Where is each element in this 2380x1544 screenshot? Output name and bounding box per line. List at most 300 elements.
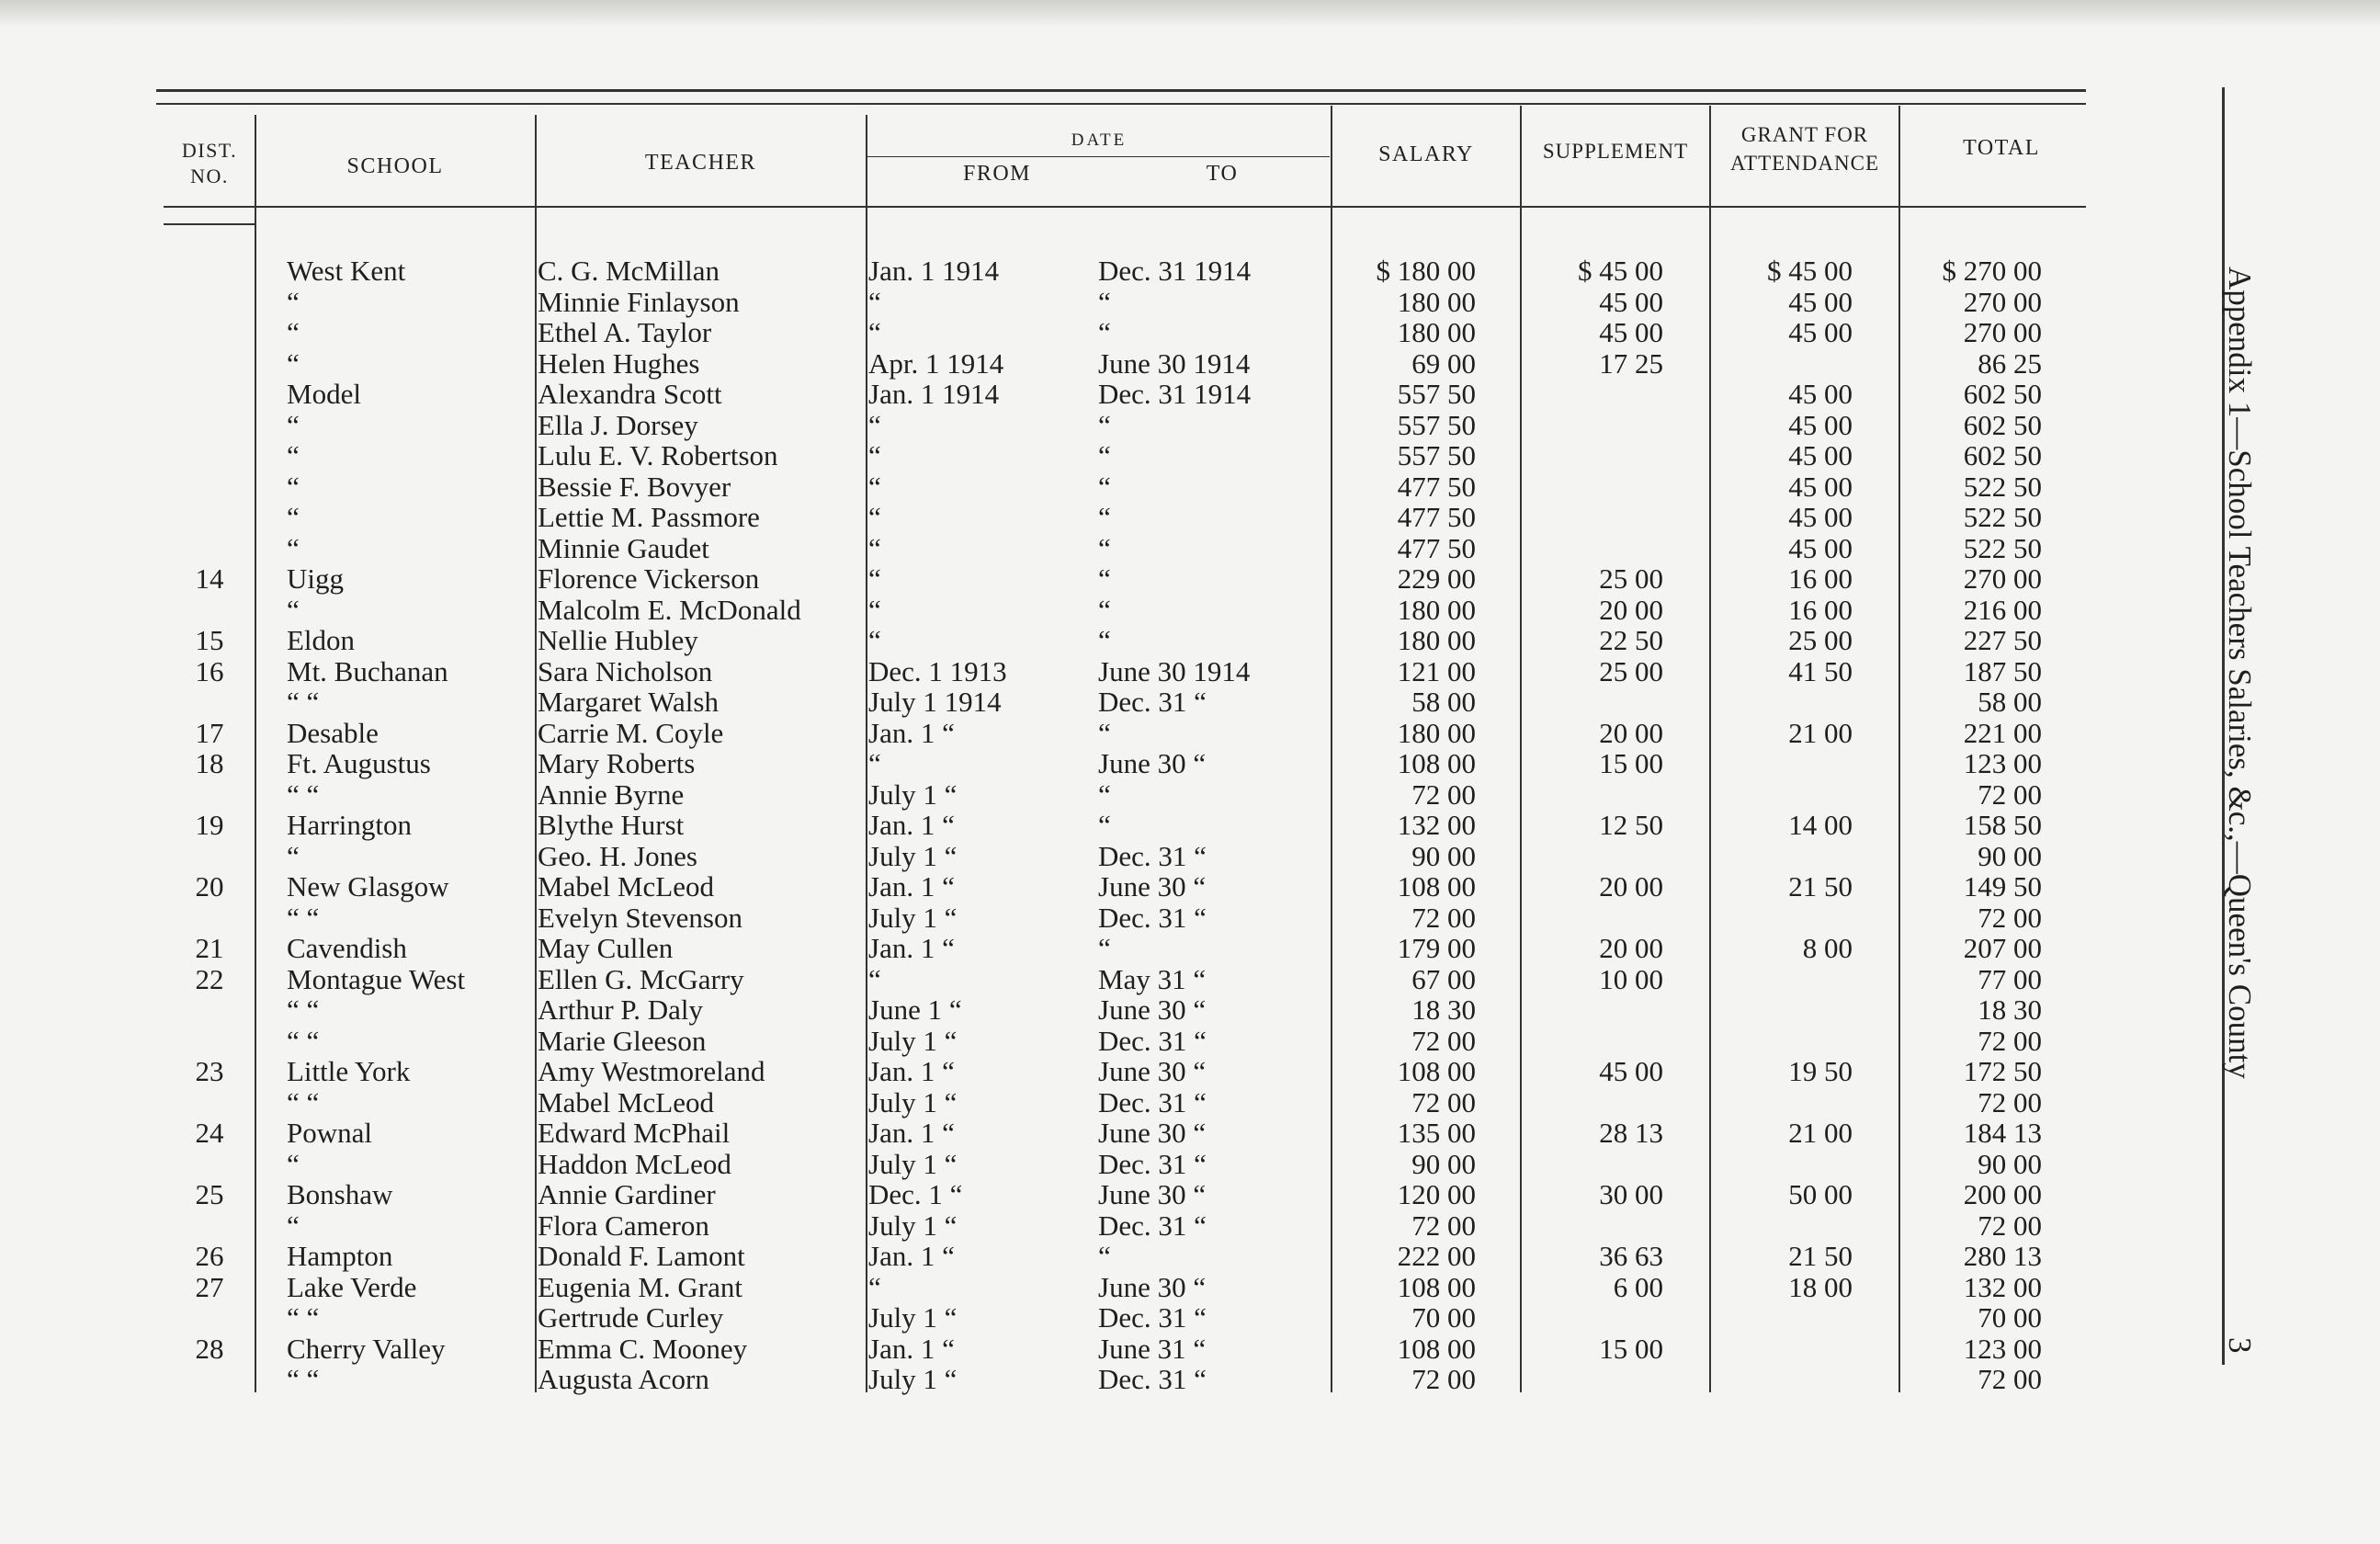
table-row: [0, 410, 2224, 441]
cell-school: “ “: [287, 1363, 320, 1395]
cell-dist: 21: [195, 932, 224, 964]
cell-teacher: Ella J. Dorsey: [538, 408, 698, 441]
cell-grant: 18 00: [1788, 1270, 1853, 1303]
cell-school: “ “: [287, 778, 320, 811]
header-grant-line2: ATTENDANCE: [1729, 152, 1880, 175]
cell-salary: 58 00: [1411, 686, 1476, 718]
cell-total: 72 00: [1978, 1209, 2042, 1242]
table-row: [0, 1302, 2224, 1334]
cell-grant: [1711, 687, 1853, 718]
cell-from: “: [868, 316, 881, 348]
cell-salary: 477 50: [1397, 501, 1476, 533]
cell-total: 227 50: [1963, 624, 2042, 656]
cell-to: “: [1098, 624, 1111, 656]
cell-dist: [164, 1149, 255, 1180]
cell-school: West Kent: [287, 255, 406, 287]
cell-total: 72 00: [1978, 1363, 2042, 1395]
cell-teacher: Lettie M. Passmore: [538, 501, 760, 533]
cell-salary: 135 00: [1397, 1117, 1476, 1149]
table-row: [0, 810, 2224, 841]
cell-grant: $ 45 00: [1767, 255, 1853, 287]
cell-dist: [164, 440, 255, 471]
cell-school: “: [287, 593, 300, 626]
page-top-shadow: [0, 0, 2380, 28]
cell-supplement: 10 00: [1599, 962, 1663, 995]
cell-to: “: [1098, 1240, 1111, 1272]
cell-salary: 121 00: [1397, 654, 1476, 687]
cell-school: “: [287, 531, 300, 564]
table-row: [0, 1149, 2224, 1180]
cell-from: “: [868, 408, 881, 441]
cell-teacher: Malcolm E. McDonald: [538, 593, 801, 626]
cell-school: “: [287, 470, 300, 503]
cell-grant: [1711, 903, 1853, 934]
cell-to: “: [1098, 408, 1111, 441]
cell-supplement: 28 13: [1599, 1117, 1663, 1149]
cell-teacher: Edward McPhail: [538, 1117, 731, 1149]
header-bottom-rule: [164, 206, 2086, 208]
table-row: [0, 563, 2224, 595]
cell-salary: 72 00: [1411, 1363, 1476, 1395]
cell-salary: 180 00: [1397, 716, 1476, 749]
cell-from: “: [868, 747, 881, 779]
cell-to: June 30 “: [1098, 1117, 1207, 1149]
cell-dist: [164, 841, 255, 872]
cell-from: “: [868, 562, 881, 595]
cell-dist: 20: [195, 870, 224, 903]
cell-from: “: [868, 1270, 881, 1303]
cell-to: June 30 “: [1098, 993, 1207, 1026]
cell-school: Pownal: [287, 1117, 372, 1149]
cell-salary: 72 00: [1411, 1024, 1476, 1057]
table-row: [0, 748, 2224, 779]
cell-teacher: May Cullen: [538, 932, 674, 964]
cell-total: 602 50: [1963, 439, 2042, 471]
cell-to: “: [1098, 501, 1111, 533]
header-to: TO: [1206, 162, 1239, 186]
table-row: [0, 903, 2224, 934]
cell-dist: [164, 687, 255, 718]
header-supplement: SUPPLEMENT: [1542, 140, 1689, 163]
cell-supplement: [1522, 994, 1663, 1026]
cell-grant: [1711, 1364, 1853, 1395]
cell-salary: 67 00: [1411, 962, 1476, 995]
cell-school: Cavendish: [287, 932, 407, 964]
cell-grant: 19 50: [1788, 1055, 1853, 1087]
cell-total: 207 00: [1963, 932, 2042, 964]
cell-to: “: [1098, 932, 1111, 964]
cell-dist: [164, 1087, 255, 1118]
cell-teacher: Margaret Walsh: [538, 686, 719, 718]
cell-to: “: [1098, 470, 1111, 503]
cell-to: “: [1098, 593, 1111, 626]
cell-teacher: Mabel McLeod: [538, 1085, 714, 1118]
cell-total: 72 00: [1978, 1085, 2042, 1118]
cell-supplement: [1522, 779, 1663, 811]
table-row: [0, 625, 2224, 656]
cell-from: July 1 “: [868, 839, 958, 872]
cell-school: Lake Verde: [287, 1270, 417, 1303]
cell-dist: 22: [195, 962, 224, 995]
cell-school: Cherry Valley: [287, 1332, 446, 1365]
cell-dist: [164, 1210, 255, 1242]
cell-total: $ 270 00: [1942, 255, 2042, 287]
header-total: TOTAL: [1963, 136, 2040, 160]
cell-salary: 108 00: [1397, 1270, 1476, 1303]
cell-from: “: [868, 593, 881, 626]
cell-total: 90 00: [1978, 839, 2042, 872]
cell-total: 187 50: [1963, 654, 2042, 687]
cell-dist: [164, 903, 255, 934]
cell-from: July 1 “: [868, 1147, 958, 1180]
table-row: [0, 533, 2224, 564]
cell-grant: 21 50: [1788, 1240, 1853, 1272]
cell-school: “ “: [287, 686, 320, 718]
cell-total: 184 13: [1963, 1117, 2042, 1149]
cell-school: Harrington: [287, 809, 413, 841]
table-row: [0, 471, 2224, 503]
cell-from: Jan. 1 “: [868, 1332, 955, 1365]
cell-to: Dec. 31 “: [1098, 901, 1207, 934]
cell-dist: 25: [195, 1178, 224, 1210]
cell-supplement: [1522, 1149, 1663, 1180]
table-row: [0, 1179, 2224, 1210]
header-date: DATE: [1071, 131, 1128, 150]
cell-school: “ “: [287, 1301, 320, 1334]
cell-from: Jan. 1 “: [868, 1117, 955, 1149]
cell-teacher: Marie Gleeson: [538, 1024, 707, 1057]
cell-from: “: [868, 501, 881, 533]
cell-from: June 1 “: [868, 993, 962, 1026]
cell-salary: 180 00: [1397, 316, 1476, 348]
cell-teacher: Amy Westmoreland: [538, 1055, 765, 1087]
cell-grant: 45 00: [1788, 470, 1853, 503]
cell-from: Apr. 1 1914: [868, 346, 1004, 380]
side-title: Appendix 1—School Teachers Salaries, &c.,—Queen's County: [2222, 267, 2258, 1079]
cell-grant: 8 00: [1802, 932, 1853, 964]
cell-from: “: [868, 531, 881, 564]
cell-teacher: Evelyn Stevenson: [538, 901, 742, 934]
cell-teacher: Sara Nicholson: [538, 654, 713, 687]
cell-school: “ “: [287, 901, 320, 934]
cell-grant: 21 50: [1788, 870, 1853, 903]
cell-dist: 23: [195, 1055, 224, 1087]
cell-salary: 120 00: [1397, 1178, 1476, 1210]
cell-to: June 30 “: [1098, 747, 1207, 779]
cell-dist: 14: [195, 562, 224, 595]
cell-total: 522 50: [1963, 531, 2042, 564]
cell-supplement: [1522, 533, 1663, 564]
cell-teacher: Annie Byrne: [538, 778, 685, 811]
cell-school: Mt. Buchanan: [287, 654, 448, 687]
cell-dist: 17: [195, 716, 224, 749]
cell-teacher: Gertrude Curley: [538, 1301, 724, 1334]
cell-school: “: [287, 316, 300, 348]
cell-grant: 50 00: [1788, 1178, 1853, 1210]
cell-salary: 108 00: [1397, 1055, 1476, 1087]
cell-dist: [164, 1302, 255, 1334]
cell-from: Jan. 1 “: [868, 932, 955, 964]
cell-supplement: [1522, 1302, 1663, 1334]
cell-from: “: [868, 962, 881, 995]
cell-salary: 90 00: [1411, 839, 1476, 872]
cell-to: Dec. 31 “: [1098, 839, 1207, 872]
cell-school: Little York: [287, 1055, 411, 1087]
table-row: [0, 1087, 2224, 1118]
cell-total: 90 00: [1978, 1147, 2042, 1180]
cell-from: Jan. 1 “: [868, 1240, 955, 1272]
cell-teacher: Mary Roberts: [538, 747, 696, 779]
cell-to: June 30 “: [1098, 1178, 1207, 1210]
cell-supplement: [1522, 1026, 1663, 1057]
cell-school: “: [287, 408, 300, 441]
table-row: [0, 502, 2224, 533]
cell-teacher: Flora Cameron: [538, 1209, 709, 1242]
cell-teacher: Lulu E. V. Robertson: [538, 439, 778, 471]
cell-total: 270 00: [1963, 562, 2042, 595]
cell-grant: 25 00: [1788, 624, 1853, 656]
cell-total: 123 00: [1963, 1332, 2042, 1365]
cell-salary: 557 50: [1397, 378, 1476, 410]
cell-total: 70 00: [1978, 1301, 2042, 1334]
table-row: [0, 1364, 2224, 1395]
cell-dist: 27: [195, 1270, 224, 1303]
cell-supplement: [1522, 687, 1663, 718]
cell-supplement: 45 00: [1599, 1055, 1663, 1087]
cell-dist: [164, 994, 255, 1026]
cell-from: July 1 “: [868, 1085, 958, 1118]
cell-dist: 16: [195, 654, 224, 687]
cell-salary: 72 00: [1411, 778, 1476, 811]
cell-total: 200 00: [1963, 1178, 2042, 1210]
cell-supplement: 20 00: [1599, 716, 1663, 749]
cell-school: Uigg: [287, 562, 344, 595]
cell-total: 270 00: [1963, 285, 2042, 318]
cell-dist: [164, 533, 255, 564]
cell-supplement: 20 00: [1599, 870, 1663, 903]
cell-dist: 24: [195, 1117, 224, 1149]
cell-total: 72 00: [1978, 1024, 2042, 1057]
cell-supplement: [1522, 841, 1663, 872]
cell-from: “: [868, 470, 881, 503]
cell-total: 602 50: [1963, 408, 2042, 441]
cell-teacher: Carrie M. Coyle: [538, 716, 724, 749]
cell-grant: [1711, 841, 1853, 872]
cell-salary: 108 00: [1397, 1332, 1476, 1365]
cell-school: Eldon: [287, 624, 356, 656]
cell-to: June 31 “: [1098, 1332, 1207, 1365]
cell-to: “: [1098, 439, 1111, 471]
cell-school: Ft. Augustus: [287, 747, 431, 779]
cell-from: “: [868, 624, 881, 656]
cell-salary: 477 50: [1397, 470, 1476, 503]
cell-teacher: Minnie Gaudet: [538, 531, 709, 564]
cell-teacher: Emma C. Mooney: [538, 1332, 748, 1365]
cell-dist: [164, 779, 255, 811]
cell-from: Dec. 1 1913: [868, 654, 1007, 687]
cell-to: May 31 “: [1098, 962, 1207, 995]
cell-to: Dec. 31 1914: [1098, 378, 1252, 410]
cell-from: July 1 1914: [868, 686, 1002, 718]
cell-teacher: Bessie F. Bovyer: [538, 470, 731, 503]
cell-grant: [1711, 964, 1853, 995]
cell-salary: 180 00: [1397, 285, 1476, 318]
cell-dist: [164, 255, 255, 287]
cell-from: “: [868, 439, 881, 471]
cell-teacher: Arthur P. Daly: [538, 993, 703, 1026]
cell-school: Model: [287, 378, 361, 410]
date-divider-rule: [866, 156, 1330, 157]
table-row: [0, 841, 2224, 872]
cell-dist: [164, 379, 255, 410]
cell-to: “: [1098, 778, 1111, 811]
cell-total: 216 00: [1963, 593, 2042, 626]
cell-dist: 19: [195, 809, 224, 841]
cell-supplement: 6 00: [1613, 1270, 1663, 1303]
cell-supplement: 15 00: [1599, 747, 1663, 779]
cell-grant: 45 00: [1788, 408, 1853, 441]
cell-from: Jan. 1 1914: [868, 378, 1000, 410]
cell-school: “: [287, 501, 300, 533]
cell-total: 221 00: [1963, 716, 2042, 749]
header-bottom-rule-2: [164, 223, 255, 225]
cell-total: 18 30: [1978, 993, 2042, 1026]
cell-grant: 45 00: [1788, 285, 1853, 318]
table-row: [0, 1026, 2224, 1057]
cell-dist: [164, 595, 255, 626]
cell-to: Dec. 31 “: [1098, 1085, 1207, 1118]
cell-teacher: Annie Gardiner: [538, 1178, 716, 1210]
header-from: FROM: [962, 162, 1032, 186]
table-row: [0, 379, 2224, 410]
cell-school: “: [287, 346, 300, 380]
cell-school: “ “: [287, 1085, 320, 1118]
cell-grant: [1711, 1026, 1853, 1057]
table-row: [0, 255, 2224, 287]
cell-dist: [164, 348, 255, 380]
cell-grant: [1711, 1334, 1853, 1365]
cell-salary: 132 00: [1397, 809, 1476, 841]
cell-total: 602 50: [1963, 378, 2042, 410]
cell-supplement: 20 00: [1599, 593, 1663, 626]
cell-school: “: [287, 1209, 300, 1242]
cell-to: Dec. 31 “: [1098, 1209, 1207, 1242]
header-teacher: TEACHER: [644, 151, 757, 175]
cell-teacher: Alexandra Scott: [538, 378, 722, 410]
cell-grant: 41 50: [1788, 654, 1853, 687]
header-grant-line1: GRANT FOR: [1740, 123, 1869, 146]
cell-dist: [164, 1364, 255, 1395]
cell-grant: 21 00: [1788, 716, 1853, 749]
header-dist-no: DIST. NO.: [181, 139, 238, 187]
cell-school: Desable: [287, 716, 379, 749]
cell-school: “: [287, 439, 300, 471]
cell-dist: [164, 471, 255, 503]
table-row: [0, 1118, 2224, 1149]
cell-supplement: 12 50: [1599, 809, 1663, 841]
cell-to: Dec. 31 “: [1098, 1147, 1207, 1180]
cell-salary: 229 00: [1397, 562, 1476, 595]
cell-to: June 30 1914: [1098, 654, 1251, 687]
cell-school: “: [287, 285, 300, 318]
cell-total: 86 25: [1978, 346, 2042, 380]
cell-from: July 1 “: [868, 1301, 958, 1334]
cell-grant: 45 00: [1788, 378, 1853, 410]
cell-to: “: [1098, 285, 1111, 318]
cell-dist: [164, 317, 255, 348]
cell-supplement: [1522, 1210, 1663, 1242]
cell-salary: 18 30: [1411, 993, 1476, 1026]
cell-from: Jan. 1 “: [868, 716, 955, 749]
table-row: [0, 994, 2224, 1026]
cell-to: Dec. 31 “: [1098, 1301, 1207, 1334]
cell-supplement: [1522, 903, 1663, 934]
cell-salary: 180 00: [1397, 593, 1476, 626]
cell-from: July 1 “: [868, 1209, 958, 1242]
cell-total: 158 50: [1963, 809, 2042, 841]
cell-supplement: [1522, 471, 1663, 503]
cell-from: July 1 “: [868, 1363, 958, 1395]
cell-to: Dec. 31 “: [1098, 1024, 1207, 1057]
cell-supplement: 20 00: [1599, 932, 1663, 964]
cell-total: 77 00: [1978, 962, 2042, 995]
table-row: [0, 348, 2224, 380]
cell-salary: 180 00: [1397, 624, 1476, 656]
cell-grant: [1711, 1149, 1853, 1180]
cell-supplement: 45 00: [1599, 316, 1663, 348]
cell-salary: $ 180 00: [1376, 255, 1476, 287]
table-row: [0, 779, 2224, 811]
cell-from: Jan. 1 “: [868, 809, 955, 841]
table-row: [0, 1210, 2224, 1242]
header-second-rule: [156, 103, 2086, 105]
cell-dist: [164, 287, 255, 318]
table-row: [0, 317, 2224, 348]
cell-supplement: 25 00: [1599, 654, 1663, 687]
cell-dist: 15: [195, 624, 224, 656]
cell-teacher: C. G. McMillan: [538, 255, 720, 287]
cell-teacher: Ellen G. McGarry: [538, 962, 744, 995]
cell-to: Dec. 31 “: [1098, 686, 1207, 718]
cell-teacher: Augusta Acorn: [538, 1363, 709, 1395]
cell-to: “: [1098, 531, 1111, 564]
cell-supplement: 17 25: [1599, 346, 1663, 380]
cell-grant: [1711, 348, 1853, 380]
cell-school: “: [287, 1147, 300, 1180]
table-row: [0, 871, 2224, 903]
table-row: [0, 1241, 2224, 1272]
cell-to: “: [1098, 562, 1111, 595]
cell-supplement: 45 00: [1599, 285, 1663, 318]
cell-to: June 30 “: [1098, 1055, 1207, 1087]
header-top-rule: [156, 89, 2086, 92]
cell-salary: 108 00: [1397, 870, 1476, 903]
cell-total: 58 00: [1978, 686, 2042, 718]
cell-supplement: 25 00: [1599, 562, 1663, 595]
cell-teacher: Eugenia M. Grant: [538, 1270, 742, 1303]
cell-teacher: Nellie Hubley: [538, 624, 698, 656]
cell-salary: 108 00: [1397, 747, 1476, 779]
cell-grant: [1711, 1302, 1853, 1334]
table-row: [0, 440, 2224, 471]
cell-school: Bonshaw: [287, 1178, 393, 1210]
cell-teacher: Geo. H. Jones: [538, 839, 697, 872]
cell-salary: 69 00: [1411, 346, 1476, 380]
cell-grant: 45 00: [1788, 501, 1853, 533]
cell-teacher: Blythe Hurst: [538, 809, 685, 841]
cell-salary: 72 00: [1411, 901, 1476, 934]
cell-from: July 1 “: [868, 778, 958, 811]
